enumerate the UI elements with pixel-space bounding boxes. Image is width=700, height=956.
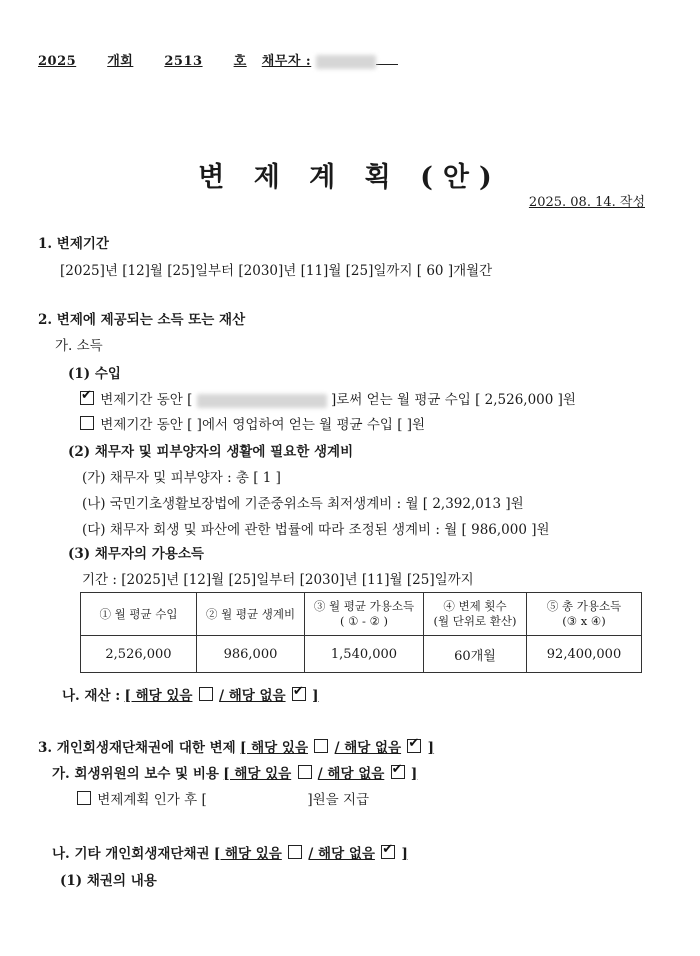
income-heading: 가. 소득 <box>55 338 103 354</box>
other-claims-bracket-end: ] <box>401 846 408 862</box>
section-2-title: 2. 변제에 제공되는 소득 또는 재산 <box>38 312 246 328</box>
trustee-fee-no-label: / 해당 없음 <box>317 766 385 782</box>
table-header-row <box>81 593 642 636</box>
trustee-fee-yes-checkbox[interactable] <box>298 765 312 779</box>
case-ho: 호 <box>233 54 247 69</box>
claim-content-heading: (1) 채권의 내용 <box>60 873 157 889</box>
income-business-checkbox[interactable] <box>80 416 94 430</box>
cell-monthly-available: 1,540,000 <box>305 636 424 673</box>
case-header <box>38 50 398 69</box>
cell-monthly-living-cost: 986,000 <box>197 636 305 673</box>
other-claims-yes-checkbox[interactable] <box>288 845 302 859</box>
available-income-period: 기간 : [2025]년 [12]월 [25]일부터 [2030]년 [11]월 [25]일까지 <box>82 572 474 588</box>
table-row <box>81 636 642 673</box>
case-year: 2025 <box>38 54 77 69</box>
trustee-fee-bracket-end: ] <box>410 766 418 782</box>
available-income-heading: (3) 채무자의 가용소득 <box>68 546 204 562</box>
redacted-employer <box>197 394 327 408</box>
repayment-period: [2025]년 [12]월 [25]일부터 [2030]년 [11]월 [25]일까지 [ 60 ]개월간 <box>60 263 493 279</box>
cell-total-available: 92,400,000 <box>527 636 642 673</box>
dependents-line: (가) 채무자 및 피부양자 : 총 [ 1 ] <box>82 470 281 486</box>
trustee-fee-label: 가. 회생위원의 보수 및 비용 <box>52 766 219 782</box>
debtor-label: 채무자 : <box>261 54 312 69</box>
case-number: 2513 <box>164 54 203 69</box>
col-monthly-income: ① 월 평균 수입 <box>81 593 197 636</box>
other-claims-label: 나. 기타 개인회생재단채권 <box>52 846 210 862</box>
col-total-available-formula: (③ x ④) <box>562 614 606 628</box>
other-claims-no-checkbox[interactable] <box>381 845 395 859</box>
adjusted-living-cost-line: (다) 채무자 회생 및 파산에 관한 법률에 따라 조정된 생계비 : 월 [ 986,000 ]원 <box>82 522 550 538</box>
trustee-fee-yes-label: [ 해당 있음 <box>223 766 292 782</box>
col-repayment-count-note: (월 단위로 환산) <box>433 614 517 628</box>
other-claims-yes-label: [ 해당 있음 <box>213 846 282 862</box>
trustee-fee-payment-checkbox[interactable] <box>77 791 91 805</box>
col-repayment-count <box>424 593 527 636</box>
income-business-text: 변제기간 동안 [ ]에서 영업하여 얻는 월 평균 수입 [ ]원 <box>100 417 426 433</box>
col-monthly-available-label: ③ 월 평균 가용소득 <box>313 599 415 613</box>
col-total-available <box>527 593 642 636</box>
trustee-fee-payment-suffix: ]원을 지급 <box>307 792 370 808</box>
redacted-debtor-name <box>316 55 376 69</box>
property-row <box>62 684 319 704</box>
estate-claims-no-checkbox[interactable] <box>407 739 421 753</box>
section-3-row <box>38 736 434 756</box>
estate-claims-yes-label: [ 해당 있음 <box>240 740 308 756</box>
property-yes-checkbox[interactable] <box>199 687 213 701</box>
estate-claims-no-label: / 해당 없음 <box>334 740 402 756</box>
property-no-label: / 해당 없음 <box>219 688 286 704</box>
cell-monthly-income: 2,526,000 <box>81 636 197 673</box>
property-yes-label: [ 해당 있음 <box>124 688 193 704</box>
income-sub-heading: (1) 수입 <box>68 366 121 382</box>
col-monthly-available <box>305 593 424 636</box>
col-total-available-label: ⑤ 총 가용소득 <box>546 599 622 613</box>
income-salary-suffix: ]로써 얻는 월 평균 수입 [ 2,526,000 ]원 <box>331 392 576 408</box>
trustee-fee-payment-prefix: 변제계획 인가 후 [ <box>97 792 207 808</box>
income-salary-prefix: 변제기간 동안 [ <box>100 392 193 408</box>
property-bracket-end: ] <box>312 688 319 704</box>
income-row-business <box>78 413 425 433</box>
trustee-fee-no-checkbox[interactable] <box>391 765 405 779</box>
estate-claims-bracket-end: ] <box>427 740 435 756</box>
living-cost-heading: (2) 채무자 및 피부양자의 생활에 필요한 생계비 <box>68 444 354 460</box>
trustee-fee-row <box>52 762 417 782</box>
min-living-cost-line: (나) 국민기초생활보장법에 기준중위소득 최저생계비 : 월 [ 2,392,013 ]원 <box>82 496 524 512</box>
page-title: 변 제 계 획 (안) <box>198 162 502 193</box>
other-claims-no-label: / 해당 없음 <box>308 846 375 862</box>
other-claims-row <box>52 842 408 862</box>
cell-repayment-count: 60개월 <box>424 636 527 673</box>
trustee-fee-payment-row <box>75 788 369 808</box>
income-row-salary <box>78 388 576 408</box>
income-salary-checkbox[interactable] <box>80 391 94 405</box>
debtor-underline <box>376 52 398 65</box>
property-label: 나. 재산 : <box>62 688 121 704</box>
col-monthly-available-formula: ( ① - ② ) <box>339 614 389 628</box>
col-repayment-count-label: ④ 변제 횟수 <box>443 599 507 613</box>
available-income-table <box>80 592 642 673</box>
case-kind: 개회 <box>107 54 134 69</box>
col-monthly-living-cost: ② 월 평균 생계비 <box>197 593 305 636</box>
section-3-title: 3. 개인회생재단채권에 대한 변제 <box>38 740 236 756</box>
estate-claims-yes-checkbox[interactable] <box>314 739 328 753</box>
document-date: 2025. 08. 14. 작성 <box>528 195 645 210</box>
section-1-title: 1. 변제기간 <box>38 236 109 252</box>
property-no-checkbox[interactable] <box>292 687 306 701</box>
